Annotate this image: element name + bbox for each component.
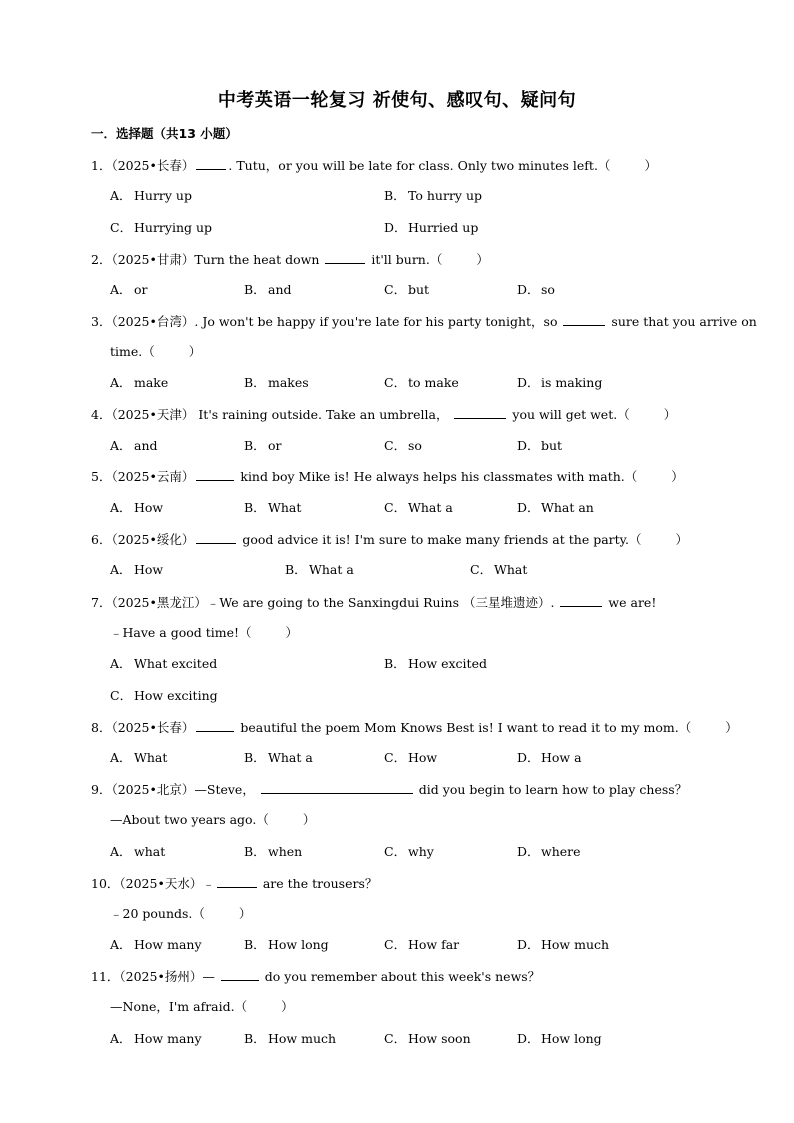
- option-text: How many: [134, 937, 202, 952]
- question-text: —None，I'm afraid.（: [110, 999, 248, 1014]
- question-stem: [91, 781, 687, 798]
- answer-option[interactable]: [110, 844, 165, 860]
- option-text: or: [134, 282, 148, 297]
- option-text: How: [408, 750, 438, 765]
- close-paren: ）: [238, 906, 252, 921]
- answer-option[interactable]: [110, 562, 163, 578]
- option-text: How: [134, 562, 164, 577]
- option-letter: B．: [244, 438, 266, 453]
- option-letter: D．: [517, 375, 540, 390]
- answer-blank[interactable]: [196, 157, 226, 170]
- question-text: . Jo won't be happy if you're late for his party tonight，so: [194, 314, 562, 329]
- answer-option[interactable]: [110, 438, 158, 454]
- question-text: did you begin to learn how to play chess？: [414, 782, 688, 797]
- option-text: What: [268, 500, 302, 515]
- answer-option[interactable]: [517, 375, 602, 391]
- option-letter: A．: [110, 750, 132, 765]
- question-text: ﹣: [202, 876, 215, 891]
- question-stem: [91, 468, 684, 485]
- option-text: What: [134, 750, 168, 765]
- option-text: How far: [408, 937, 460, 952]
- answer-option[interactable]: [384, 220, 478, 236]
- option-text: How many: [134, 1031, 202, 1046]
- answer-blank[interactable]: [196, 531, 236, 544]
- option-letter: C．: [384, 282, 407, 297]
- question-number: 8．: [91, 720, 112, 735]
- close-paren: ）: [675, 532, 689, 547]
- option-text: and: [134, 438, 158, 453]
- question-stem: [91, 719, 738, 736]
- option-text: How excited: [408, 656, 487, 671]
- option-text: Hurrying up: [134, 220, 213, 235]
- option-letter: D．: [517, 844, 540, 859]
- option-text: Hurry up: [134, 188, 192, 203]
- question-text: ﹣20 pounds.（: [110, 906, 205, 921]
- option-letter: B．: [244, 844, 266, 859]
- answer-option[interactable]: [470, 562, 527, 578]
- option-letter: D．: [517, 750, 540, 765]
- answer-blank[interactable]: [261, 781, 413, 794]
- question-text: Turn the heat down: [194, 252, 324, 267]
- option-letter: C．: [384, 937, 407, 952]
- option-text: What an: [541, 500, 594, 515]
- question-text: kind boy Mike is! He always helps his classmates with math.（: [236, 469, 638, 484]
- answer-option[interactable]: [110, 282, 148, 298]
- question-number: 3．: [91, 314, 112, 329]
- option-text: when: [268, 844, 303, 859]
- question-number: 5．: [91, 469, 112, 484]
- question-number: 11．: [91, 969, 120, 984]
- option-text: What excited: [134, 656, 218, 671]
- question-text: sure that you arrive on: [607, 314, 757, 329]
- page-title: 中考英语一轮复习 祈使句、感叹句、疑问句: [217, 90, 577, 111]
- answer-option[interactable]: [110, 500, 163, 516]
- question-source: （2025•扬州）: [119, 969, 203, 984]
- answer-option[interactable]: [244, 282, 292, 298]
- answer-option[interactable]: [517, 500, 594, 516]
- close-paren: ）: [188, 344, 202, 359]
- question-stem: [91, 406, 676, 423]
- question-text: time.（: [110, 344, 155, 359]
- answer-option[interactable]: [384, 844, 434, 860]
- option-text: How exciting: [134, 688, 218, 703]
- answer-option[interactable]: [110, 375, 168, 391]
- option-letter: B．: [244, 375, 266, 390]
- option-letter: B．: [384, 656, 406, 671]
- answer-option[interactable]: [244, 500, 301, 516]
- question-text: we are!: [604, 595, 657, 610]
- option-text: or: [268, 438, 282, 453]
- question-number: 7．: [91, 595, 112, 610]
- answer-option[interactable]: [110, 937, 202, 953]
- option-text: is making: [541, 375, 603, 390]
- question-stem: [91, 157, 657, 174]
- question-number: 6．: [91, 532, 112, 547]
- answer-option[interactable]: [110, 188, 192, 204]
- question-continuation: [110, 344, 201, 360]
- option-letter: B．: [244, 1031, 266, 1046]
- close-paren: ）: [285, 625, 299, 640]
- option-letter: A．: [110, 656, 132, 671]
- question-stem: [91, 594, 656, 611]
- option-text: How a: [541, 750, 582, 765]
- answer-blank[interactable]: [325, 251, 365, 264]
- section-heading: 一．选择题（共13 小题）: [91, 126, 238, 141]
- option-text: why: [408, 844, 434, 859]
- option-text: What a: [408, 500, 453, 515]
- close-paren: ）: [644, 158, 657, 173]
- answer-blank[interactable]: [221, 968, 259, 981]
- answer-option[interactable]: [517, 844, 581, 860]
- question-text: ﹣Have a good time!（: [110, 625, 252, 640]
- answer-option[interactable]: [384, 500, 453, 516]
- answer-option[interactable]: [244, 375, 309, 391]
- answer-option[interactable]: [384, 375, 459, 391]
- question-text: good advice it is! I'm sure to make many friends at the party.（: [238, 532, 642, 547]
- option-text: and: [268, 282, 292, 297]
- question-source: （2025•黑龙江）: [111, 595, 207, 610]
- option-letter: B．: [244, 500, 266, 515]
- answer-blank[interactable]: [217, 875, 257, 888]
- close-paren: ）: [725, 720, 738, 735]
- answer-option[interactable]: [517, 438, 562, 454]
- answer-option[interactable]: [384, 750, 437, 766]
- question-source: （2025•云南）: [111, 469, 195, 484]
- option-text: makes: [268, 375, 309, 390]
- answer-blank[interactable]: [196, 468, 234, 481]
- option-letter: C．: [384, 500, 407, 515]
- answer-blank[interactable]: [196, 719, 234, 732]
- question-stem: [91, 875, 377, 892]
- option-letter: C．: [110, 220, 133, 235]
- option-text: What a: [268, 750, 313, 765]
- option-letter: D．: [517, 1031, 540, 1046]
- option-text: How long: [268, 937, 329, 952]
- option-letter: A．: [110, 562, 132, 577]
- question-text: ﹣We are going to the Sanxingdui Ruins （三星堆遗迹）.: [206, 595, 559, 610]
- option-letter: B．: [244, 937, 266, 952]
- answer-blank[interactable]: [560, 594, 602, 607]
- option-text: How: [134, 500, 164, 515]
- option-letter: D．: [517, 937, 540, 952]
- option-text: How much: [268, 1031, 337, 1046]
- question-number: 1．: [91, 158, 112, 173]
- close-paren: ）: [302, 812, 316, 827]
- option-letter: D．: [517, 282, 540, 297]
- option-text: How long: [541, 1031, 602, 1046]
- option-text: Hurried up: [408, 220, 479, 235]
- option-letter: A．: [110, 282, 132, 297]
- question-text: do you remember about this week's news？: [260, 969, 541, 984]
- close-paren: ）: [281, 999, 294, 1014]
- answer-blank[interactable]: [563, 313, 605, 326]
- answer-option[interactable]: [244, 438, 282, 454]
- answer-option[interactable]: [110, 1031, 202, 1047]
- option-text: so: [408, 438, 422, 453]
- answer-option[interactable]: [110, 220, 212, 236]
- close-paren: ）: [671, 469, 684, 484]
- answer-option[interactable]: [110, 688, 218, 704]
- question-stem: [91, 531, 688, 548]
- option-letter: D．: [517, 500, 540, 515]
- option-letter: D．: [517, 438, 540, 453]
- question-continuation: [110, 625, 298, 641]
- option-text: How much: [541, 937, 610, 952]
- option-text: but: [541, 438, 563, 453]
- option-letter: C．: [384, 844, 407, 859]
- question-source: （2025•天水）: [119, 876, 203, 891]
- option-letter: D．: [384, 220, 407, 235]
- option-text: but: [408, 282, 430, 297]
- option-letter: C．: [384, 375, 407, 390]
- question-stem: [91, 313, 757, 330]
- question-stem: [91, 251, 489, 268]
- option-letter: A．: [110, 500, 132, 515]
- question-text: are the trousers？: [258, 876, 378, 891]
- answer-option[interactable]: [517, 750, 582, 766]
- option-letter: A．: [110, 188, 132, 203]
- question-text: It's raining outside. Take an umbrella，: [194, 407, 453, 422]
- question-text: it'll burn.（: [367, 252, 443, 267]
- answer-option[interactable]: [384, 656, 487, 672]
- option-text: How soon: [408, 1031, 471, 1046]
- option-text: where: [541, 844, 581, 859]
- question-source: （2025•台湾）: [111, 314, 195, 329]
- answer-option[interactable]: [244, 1031, 336, 1047]
- answer-option[interactable]: [244, 937, 329, 953]
- option-letter: C．: [110, 688, 133, 703]
- option-letter: B．: [285, 562, 307, 577]
- answer-blank[interactable]: [454, 406, 506, 419]
- question-text: —: [202, 969, 219, 984]
- option-text: so: [541, 282, 555, 297]
- answer-option[interactable]: [517, 282, 555, 298]
- option-letter: A．: [110, 937, 132, 952]
- answer-option[interactable]: [110, 656, 217, 672]
- option-text: what: [134, 844, 166, 859]
- option-letter: B．: [244, 282, 266, 297]
- question-source: （2025•绥化）: [111, 532, 195, 547]
- option-letter: A．: [110, 438, 132, 453]
- question-continuation: [110, 999, 294, 1015]
- option-letter: A．: [110, 1031, 132, 1046]
- option-text: make: [134, 375, 169, 390]
- answer-option[interactable]: [384, 937, 459, 953]
- question-continuation: [110, 906, 251, 922]
- option-letter: A．: [110, 375, 132, 390]
- option-letter: C．: [384, 750, 407, 765]
- answer-option[interactable]: [244, 750, 313, 766]
- question-number: 9．: [91, 782, 112, 797]
- close-paren: ）: [663, 407, 677, 422]
- option-letter: A．: [110, 844, 132, 859]
- answer-option[interactable]: [517, 1031, 602, 1047]
- answer-option[interactable]: [517, 937, 609, 953]
- answer-option[interactable]: [384, 282, 429, 298]
- question-text: you will get wet.（: [508, 407, 630, 422]
- question-stem: [91, 968, 540, 985]
- question-number: 10．: [91, 876, 120, 891]
- answer-option[interactable]: [244, 844, 302, 860]
- question-number: 4．: [91, 407, 112, 422]
- option-text: What a: [309, 562, 354, 577]
- option-letter: C．: [470, 562, 493, 577]
- question-text: . Tutu，or you will be late for class. Only two minutes left.（: [228, 158, 611, 173]
- question-source: （2025•北京）: [111, 782, 195, 797]
- question-source: （2025•长春）: [111, 158, 195, 173]
- answer-option[interactable]: [384, 1031, 471, 1047]
- answer-option[interactable]: [384, 188, 482, 204]
- question-source: （2025•甘肃）: [111, 252, 195, 267]
- question-text: beautiful the poem Mom Knows Best is! I want to read it to my mom.（: [236, 720, 692, 735]
- answer-option[interactable]: [285, 562, 354, 578]
- option-letter: C．: [384, 1031, 407, 1046]
- option-letter: B．: [384, 188, 406, 203]
- question-number: 2．: [91, 252, 112, 267]
- question-text: —About two years ago.（: [110, 812, 269, 827]
- option-text: to make: [408, 375, 459, 390]
- answer-option[interactable]: [110, 750, 167, 766]
- answer-option[interactable]: [384, 438, 422, 454]
- close-paren: ）: [476, 252, 489, 267]
- option-letter: C．: [384, 438, 407, 453]
- option-letter: B．: [244, 750, 266, 765]
- question-source: （2025•天津）: [111, 407, 195, 422]
- question-text: —Steve，: [194, 782, 259, 797]
- question-continuation: [110, 812, 315, 828]
- option-text: What: [494, 562, 528, 577]
- option-text: To hurry up: [408, 188, 483, 203]
- question-source: （2025•长春）: [111, 720, 195, 735]
